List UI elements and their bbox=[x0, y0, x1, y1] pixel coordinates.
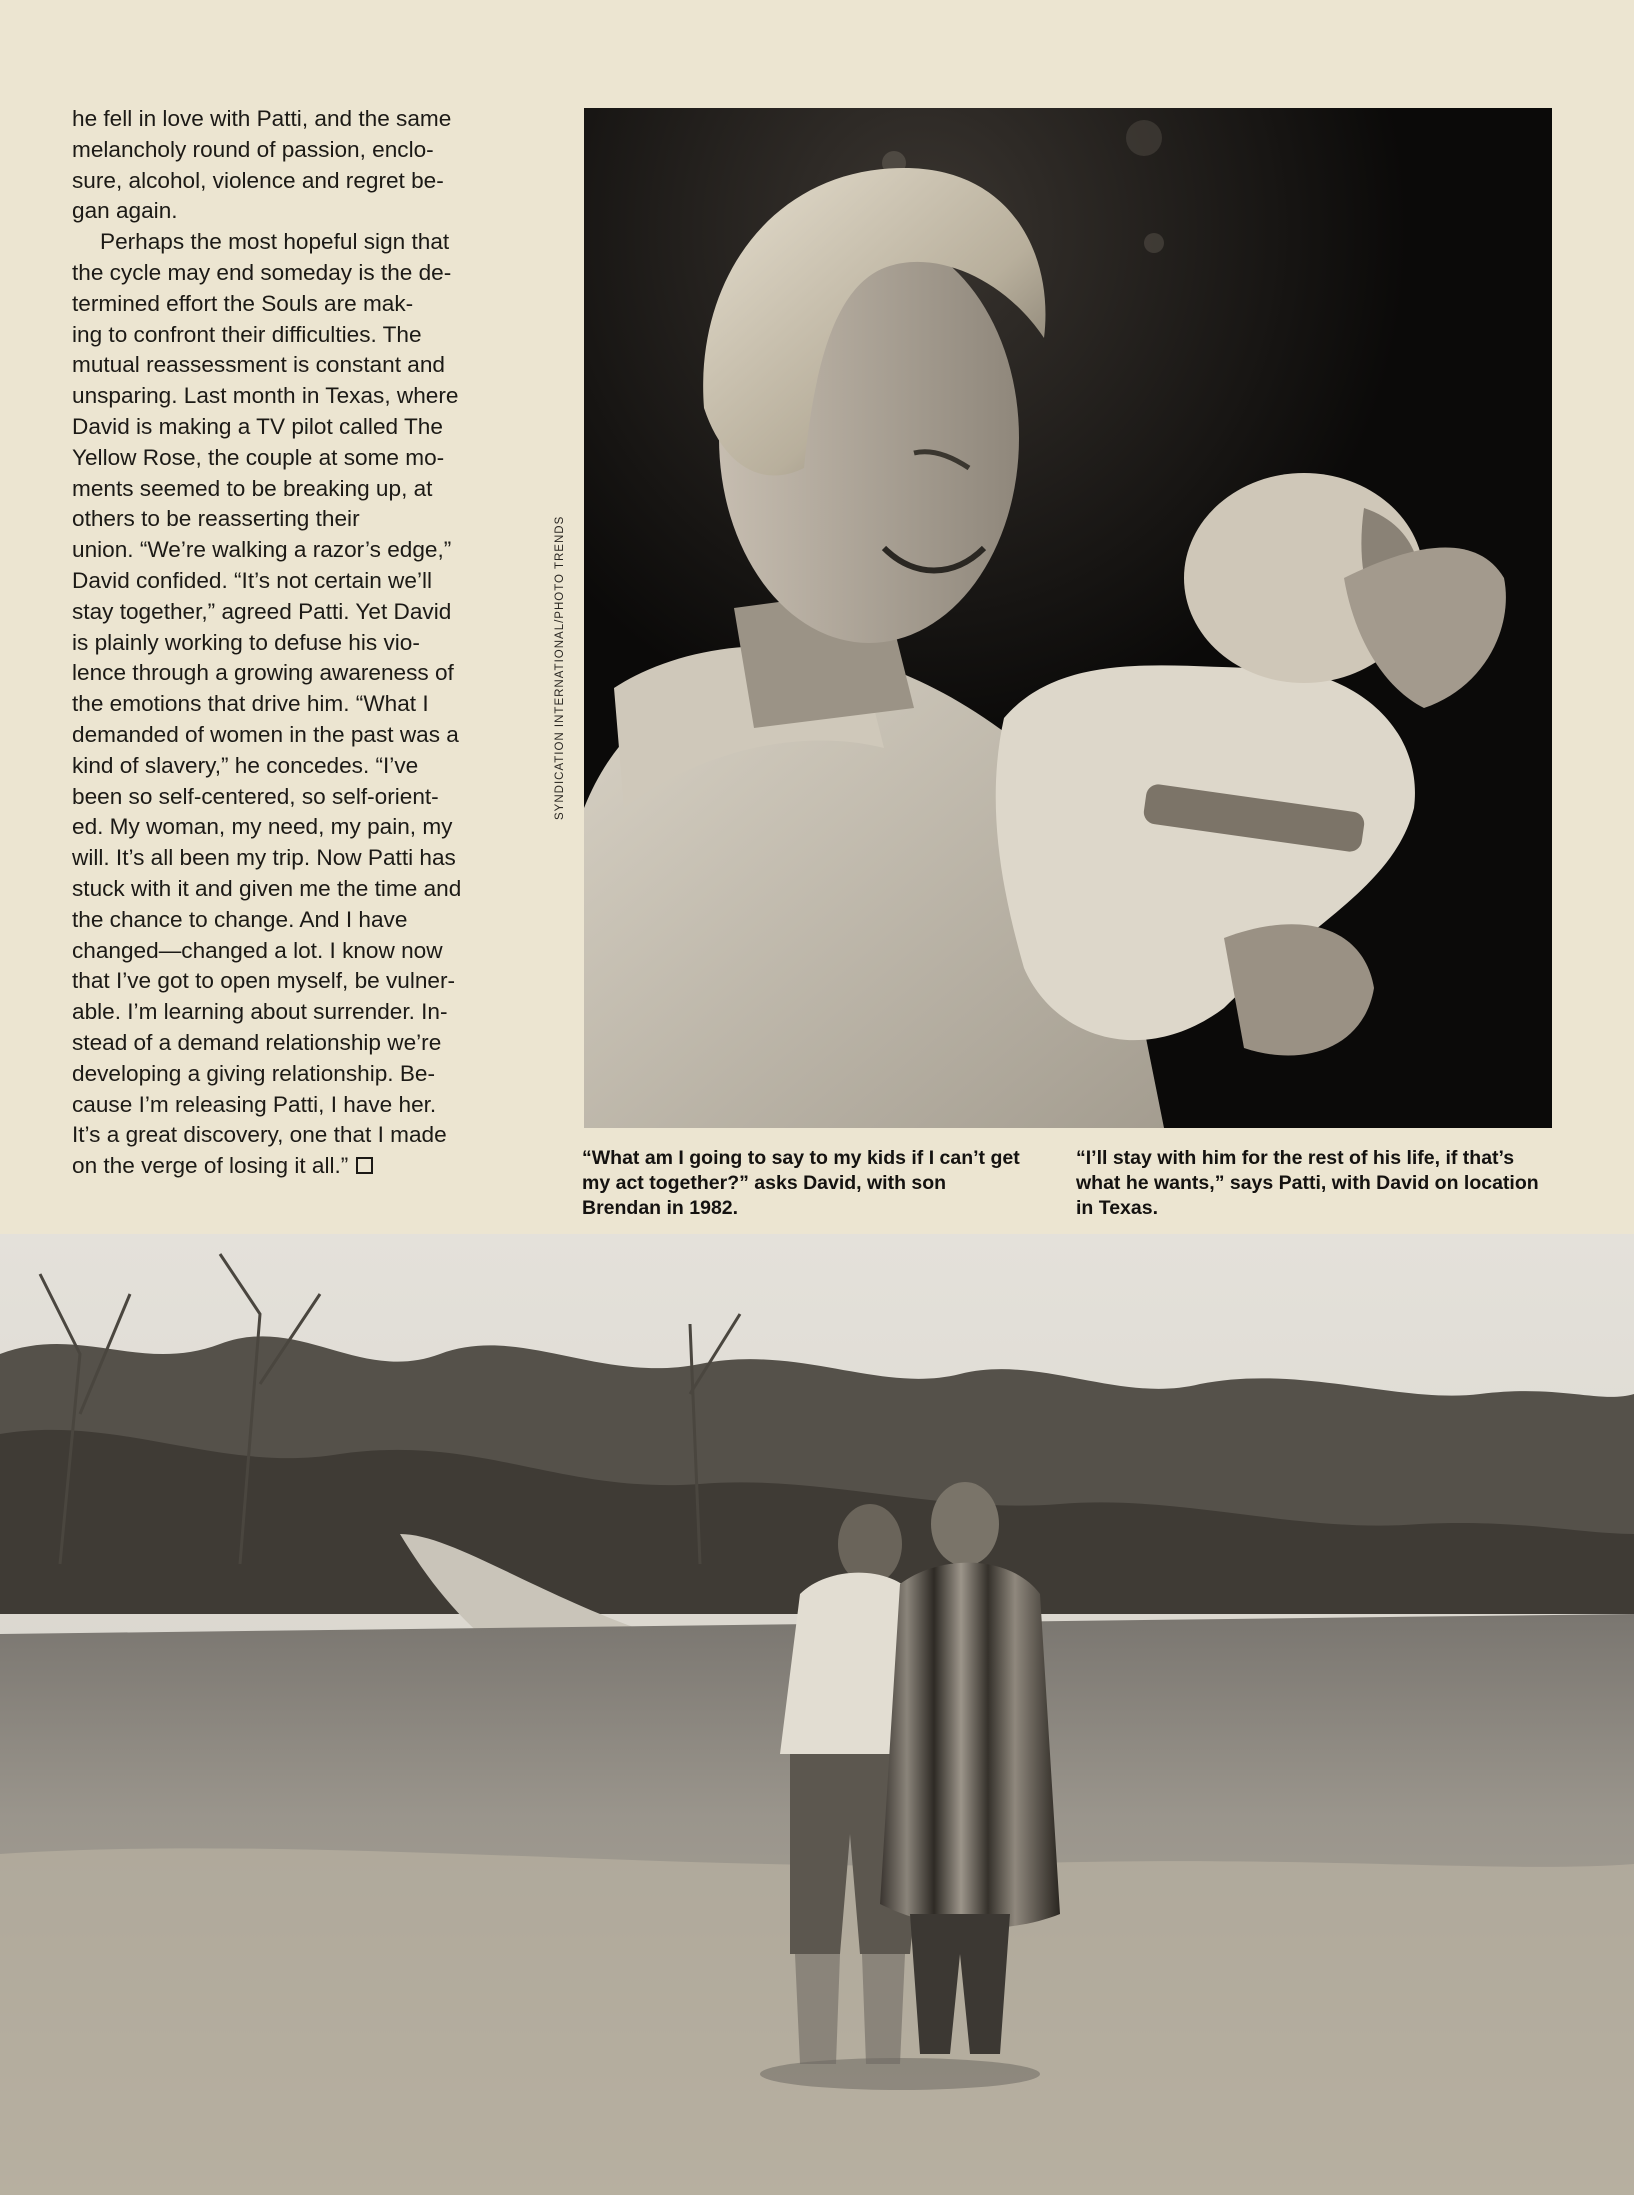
photo-couple-in-river bbox=[0, 1234, 1634, 2195]
text-line: he fell in love with Patti, and the same bbox=[72, 106, 452, 131]
text-line: gan again. bbox=[72, 198, 178, 224]
text-line: termined effort the Souls are mak- bbox=[72, 290, 414, 316]
text-line: that I’ve got to open myself, be vulner- bbox=[72, 968, 456, 994]
text-line: the emotions that drive him. “What I bbox=[72, 691, 429, 717]
article-paragraph-1 bbox=[72, 104, 542, 227]
text-line: unsparing. Last month in Texas, where bbox=[72, 383, 459, 409]
text-line: is plainly working to defuse his vio- bbox=[72, 629, 420, 655]
photo-father-with-baby-illustration bbox=[584, 108, 1552, 1128]
text-line: sure, alcohol, violence and regret be- bbox=[72, 167, 444, 193]
caption-right: “I’ll stay with him for the rest of his life, if that’s what he wants,” says Patti, with David on location in Texas. bbox=[1076, 1147, 1539, 1219]
text-line: stay together,” agreed Patti. Yet David bbox=[72, 598, 452, 624]
end-of-article-mark bbox=[356, 1157, 373, 1174]
text-line: on the verge of losing it all.” bbox=[72, 1153, 349, 1179]
photo-credit: SYNDICATION INTERNATIONAL/PHOTO TRENDS bbox=[554, 515, 566, 820]
text-line: kind of slavery,” he concedes. “I’ve bbox=[72, 752, 419, 778]
text-line: mutual reassessment is constant and bbox=[72, 352, 445, 378]
text-line: cause I’m releasing Patti, I have her. bbox=[72, 1091, 437, 1117]
text-line: stuck with it and given me the time and bbox=[72, 875, 462, 901]
text-line: the cycle may end someday is the de- bbox=[72, 259, 452, 285]
text-line: ments seemed to be breaking up, at bbox=[72, 475, 433, 501]
text-line: Perhaps the most hopeful sign that bbox=[100, 229, 450, 255]
text-line: stead of a demand relationship we’re bbox=[72, 1029, 442, 1055]
text-line: the chance to change. And I have bbox=[72, 906, 408, 932]
article-body bbox=[72, 104, 542, 1182]
text-line: will. It’s all been my trip. Now Patti has bbox=[72, 845, 456, 871]
text-line: David is making a TV pilot called The bbox=[72, 413, 443, 439]
photo-father-with-baby bbox=[584, 108, 1552, 1128]
text-line: changed—changed a lot. I know now bbox=[72, 937, 443, 963]
text-line: ed. My woman, my need, my pain, my bbox=[72, 814, 453, 840]
text-line: Yellow Rose, the couple at some mo- bbox=[72, 444, 445, 470]
text-line: developing a giving relationship. Be- bbox=[72, 1060, 435, 1086]
text-line: demanded of women in the past was a bbox=[72, 721, 459, 747]
text-line: ing to confront their difficulties. The bbox=[72, 321, 422, 347]
text-line: been so self-centered, so self-orient- bbox=[72, 783, 439, 809]
text-line: lence through a growing awareness of bbox=[72, 660, 454, 686]
text-line: able. I’m learning about surrender. In- bbox=[72, 999, 448, 1025]
photo-couple-in-river-illustration bbox=[0, 1234, 1634, 2195]
text-line: It’s a great discovery, one that I made bbox=[72, 1122, 447, 1148]
text-line: union. “We’re walking a razor’s edge,” bbox=[72, 537, 452, 563]
caption-left: “What am I going to say to my kids if I can’t get my act together?” asks David, with son Brendan in 1982. bbox=[582, 1147, 1020, 1219]
article-paragraph-2 bbox=[72, 227, 542, 1182]
text-line: others to be reasserting their bbox=[72, 506, 360, 532]
text-line: melancholy round of passion, enclo- bbox=[72, 136, 434, 162]
text-line: David confided. “It’s not certain we’ll bbox=[72, 567, 432, 593]
